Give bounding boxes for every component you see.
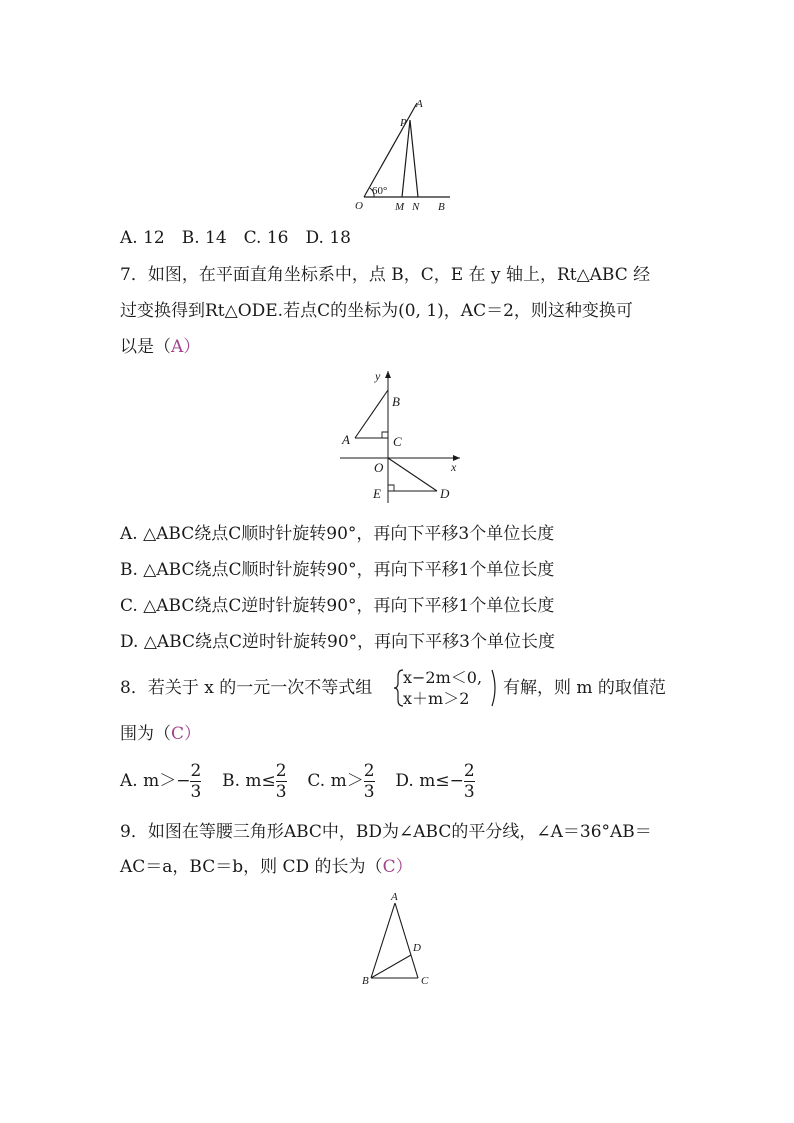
q7-answer: A [171,337,184,357]
q7-line3 [120,335,200,359]
label-c: C [421,975,429,987]
figure-angle-60 [340,95,470,215]
segment-od [388,458,437,491]
q8-right-paren [490,668,500,708]
q8-option-c: C. m＞ $\frac{2}{3}$ [307,761,375,802]
label-d: D [413,942,421,954]
q7-line3-prefix: 以是（ [120,337,171,357]
segment-pn [410,120,418,197]
q8-line2-prefix: 围为（ [120,724,171,744]
q8-line2 [120,722,201,746]
label-d: D [440,486,450,501]
label-o: O [355,200,363,212]
label-a: A [416,98,423,110]
q8-suffix: 有解，则 m 的取值范 [503,678,666,698]
label-e: E [373,486,381,501]
q8-options [120,758,475,804]
q7-option-a: A. △ABC绕点C顺时针旋转90°，再向下平移3个单位长度 [120,524,555,544]
q7-option-c: C. △ABC绕点C逆时针旋转90°，再向下平移1个单位长度 [120,596,555,616]
q8-inequality-1: x−2m＜0, [403,668,483,687]
label-b: B [392,394,400,409]
segment-pm [402,120,410,197]
q9-line2-prefix: AC＝a，BC＝b，则 CD 的长为（ [120,857,383,877]
figure-coordinate [335,368,470,508]
q9-line2 [120,855,413,879]
label-y: y [375,369,381,383]
label-a: A [342,432,350,447]
y-axis-arrow [385,371,391,378]
label-m: M [395,201,405,213]
q8-answer: C [171,724,185,744]
q9-line2-suffix: ） [395,857,413,877]
q8-line2-suffix: ） [184,724,202,744]
label-n: N [412,201,420,213]
segment-ac [395,903,418,978]
right-angle-e [388,485,394,491]
label-b: B [438,201,445,213]
figure-isosceles-triangle [355,888,445,988]
q7-line1: 7．如图，在平面直角坐标系中，点 B，C，E 在 y 轴上，Rt△ABC 经 [120,265,651,285]
label-c: C [393,434,402,449]
q8-option-d: D. m≤− $\frac{2}{3}$ [395,761,475,802]
right-angle-c [382,432,388,438]
label-a: A [391,891,398,903]
ray-oa [364,103,417,197]
segment-ab [355,390,388,438]
q7-line2: 过变换得到Rt△ODE.若点C的坐标为(0, 1)，AC＝2，则这种变换可 [120,301,633,321]
label-angle: 60° [372,185,388,197]
q8-inequality-2: x＋m＞2 [403,689,470,708]
q8-option-b: B. m≤ $\frac{2}{3}$ [222,761,287,802]
q8-prefix: 8．若关于 x 的一元一次不等式组 [120,678,373,698]
label-p: P [400,117,407,129]
label-x: x [451,460,457,474]
label-o: O [374,460,384,475]
q8-option-a: A. m＞− $\frac{2}{3}$ [120,761,202,802]
label-b: B [362,975,369,987]
q9-line1: 9．如图在等腰三角形ABC中，BD为∠ABC的平分线，∠A＝36°AB＝ [120,822,652,842]
q7-line3-suffix: ） [183,337,201,357]
q9-answer: C [382,857,396,877]
q7-option-d: D. △ABC绕点C逆时针旋转90°，再向下平移3个单位长度 [120,632,555,652]
q6-options: A. 12 B. 14 C. 16 D. 18 [120,228,351,248]
q7-option-b: B. △ABC绕点C顺时针旋转90°，再向下平移1个单位长度 [120,560,555,580]
